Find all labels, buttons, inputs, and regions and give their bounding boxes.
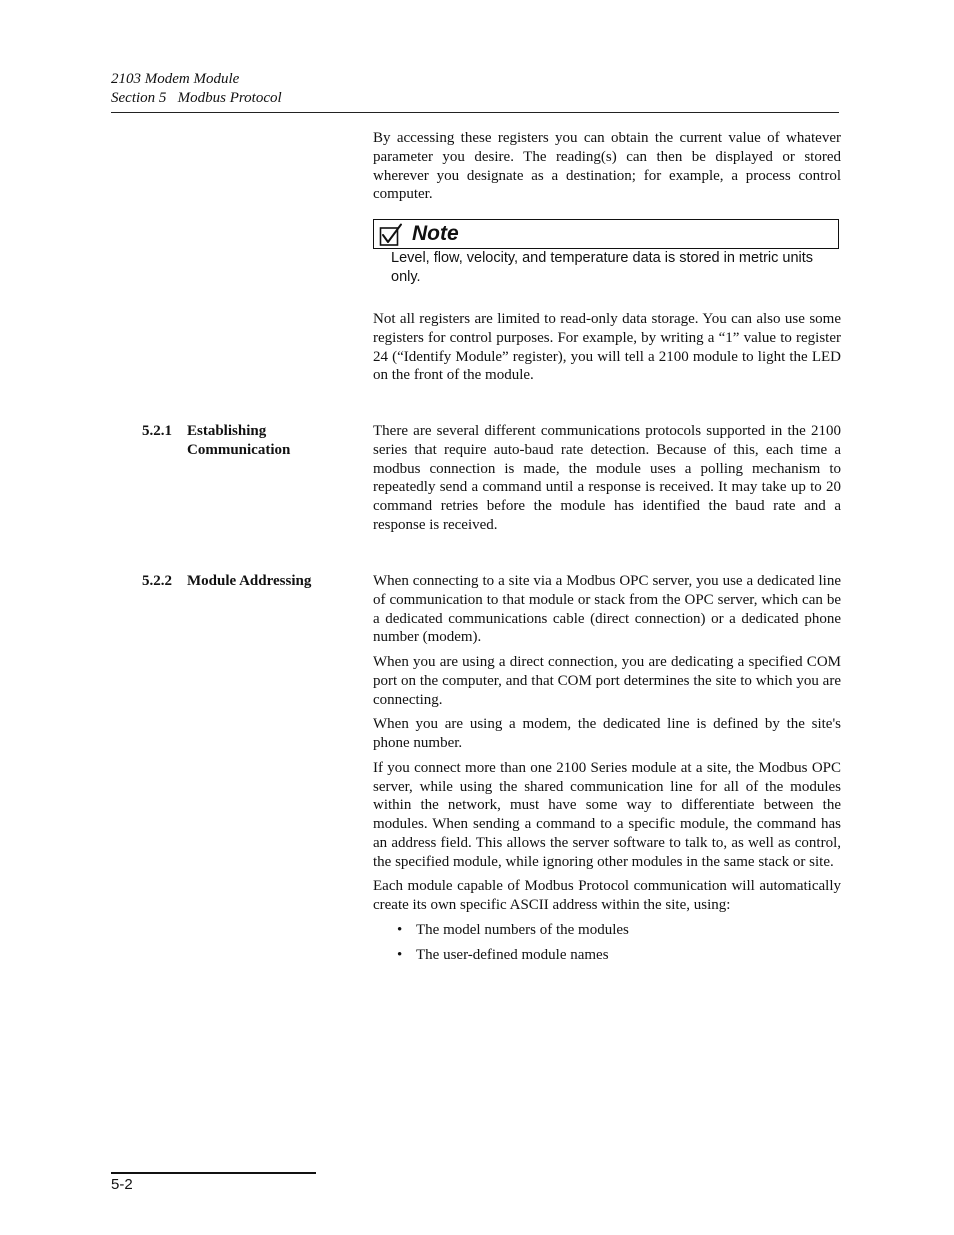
section-5-2-1-body bbox=[373, 422, 841, 535]
intro-block bbox=[373, 129, 841, 204]
section-number: 5.2.2 bbox=[142, 573, 172, 589]
section-paragraph: When you are using a modem, the dedicated line is defined by the site's phone number. bbox=[373, 716, 841, 751]
section-paragraph: If you connect more than one 2100 Series module at a site, the Modbus OPC server, while using the shared communication line for all of the modules within the network, must have some way to differentiate between the modules. When sending a command to a specific module, the command has an address field. This allows the server software to talk to, as well as control, the specified module, while ignoring other modules in the same stack or site. bbox=[373, 759, 841, 870]
footer-divider bbox=[111, 1172, 316, 1174]
running-header bbox=[111, 70, 282, 107]
section-paragraph: When you are using a direct connection, you are dedicating a specified COM port on the computer, and that COM port determines the site to which you are connecting. bbox=[373, 654, 841, 708]
intro-paragraph: By accessing these registers you can obtain the current value of whatever parameter you desire. The reading(s) can then be displayed or stored wherever you designate as a destination; for example, a process control computer. bbox=[373, 130, 841, 203]
note-title: Note bbox=[412, 222, 459, 245]
control-block bbox=[373, 310, 841, 385]
section-paragraph: Each module capable of Modbus Protocol communication will automatically create its own specific ASCII address within the site, using: bbox=[373, 878, 841, 913]
section-number: 5.2.1 bbox=[142, 423, 172, 439]
note-text: Level, flow, velocity, and temperature data is stored in metric units only. bbox=[391, 250, 814, 285]
list-item-text: The user-defined module names bbox=[416, 946, 609, 963]
checkbox-check-icon bbox=[379, 223, 403, 247]
section-paragraph: When connecting to a site via a Modbus OPC server, you use a dedicated line of communication to that module or stack from the OPC server, which can be a dedicated communications cable (direct connection) or a dedicated phone number (modem). bbox=[373, 573, 841, 646]
section-title-line2: Communication bbox=[187, 441, 291, 458]
control-paragraph: Not all registers are limited to read-only data storage. You can also use some registers for control purposes. For example, by writing a “1” value to register 24 (“Identify Module” register), you will tell a 2100 module to light the LED on the front of the module. bbox=[373, 311, 841, 384]
section-title-line1: Establishing bbox=[187, 423, 267, 439]
bullet-list bbox=[373, 921, 841, 965]
page-number: 5-2 bbox=[111, 1176, 133, 1193]
note-box bbox=[373, 219, 839, 249]
header-section-title: Section 5 Modbus Protocol bbox=[111, 89, 282, 106]
section-paragraph: There are several different communications protocols supported in the 2100 series that require auto-baud rate detection. Because of this, each time a modbus connection is made, the module uses a polling mechanism to repeatedly send a command until a response is received. It may take up to 20 command retries before the module has identified the baud rate and a response is received. bbox=[373, 423, 841, 533]
section-heading-5-2-1 bbox=[142, 422, 290, 460]
bullet-icon: • bbox=[397, 921, 403, 938]
header-document-title: 2103 Modem Module bbox=[111, 71, 240, 87]
section-title: Module Addressing bbox=[187, 573, 312, 589]
header-divider bbox=[111, 112, 839, 113]
list-item bbox=[373, 946, 841, 965]
bullet-icon: • bbox=[397, 946, 403, 963]
section-5-2-2-body bbox=[373, 572, 841, 970]
section-heading-5-2-2 bbox=[142, 572, 311, 591]
list-item-text: The model numbers of the modules bbox=[416, 921, 629, 938]
list-item bbox=[373, 921, 841, 940]
